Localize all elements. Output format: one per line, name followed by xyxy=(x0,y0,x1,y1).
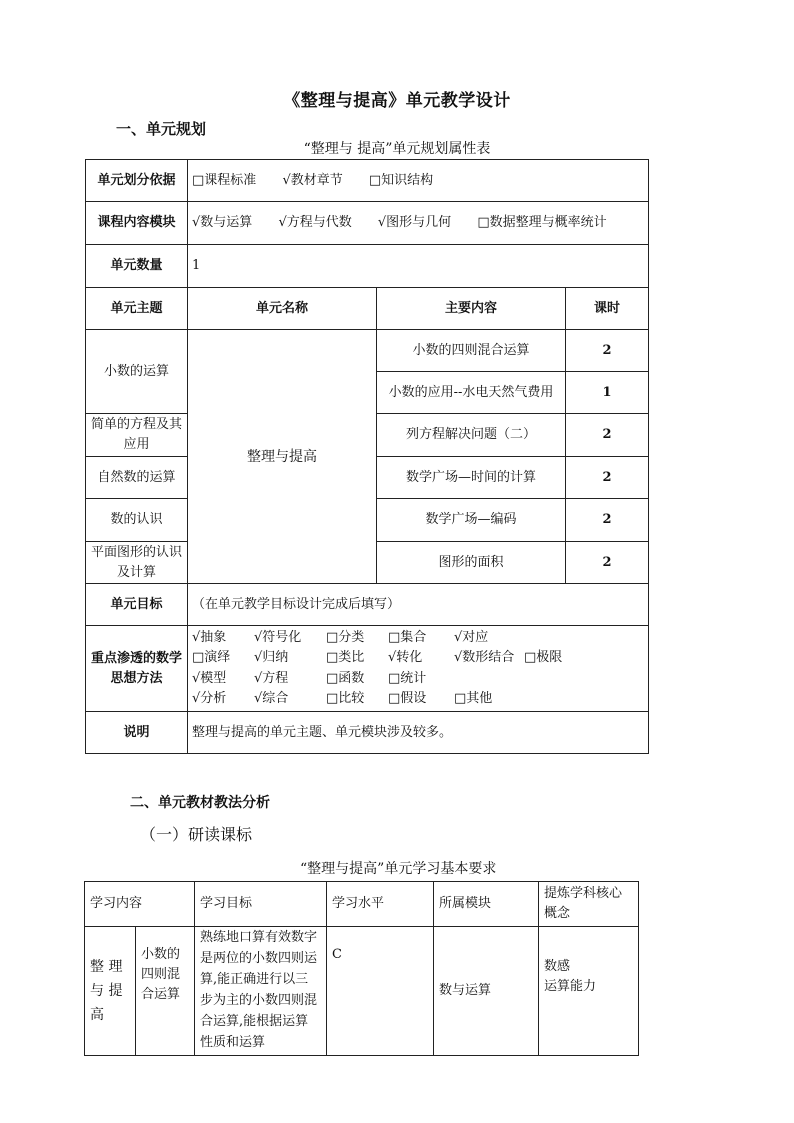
unit-planning-table xyxy=(85,159,649,754)
hours-cell: 2 xyxy=(566,499,649,542)
method-item: □其他 xyxy=(454,691,493,706)
theme-cell: 数的认识 xyxy=(86,499,188,542)
method-item xyxy=(454,669,524,690)
header-learning-goal: 学习目标 xyxy=(195,882,327,927)
method-item xyxy=(524,628,584,649)
table1-caption: “整理与 提高”单元规划属性表 xyxy=(303,141,491,157)
method-item: □假设 xyxy=(388,691,427,706)
count-label: 单元数量 xyxy=(86,245,188,288)
method-item: √抽象 xyxy=(192,629,227,645)
count-value: 1 xyxy=(188,245,649,288)
method-item: √综合 xyxy=(254,691,289,706)
method-item: √归纳 xyxy=(254,650,289,665)
learning-goal: 熟练地口算有效数字是两位的小数四则运算,能正确进行以三步为主的小数四则混合运算,能根据运算性质和运算 xyxy=(195,927,327,1056)
module-option: □数据整理与概率统计 xyxy=(477,215,607,230)
content-cell: 小数的四则混合运算 xyxy=(377,330,566,372)
method-item: √对应 xyxy=(454,629,489,645)
method-item: √模型 xyxy=(192,670,227,686)
basis-options xyxy=(188,160,649,202)
content-topic: 小数的四则混合运算 xyxy=(136,927,195,1056)
method-item: □统计 xyxy=(388,670,427,686)
module-option: √图形与几何 xyxy=(377,215,452,230)
method-item: □分类 xyxy=(326,629,365,645)
module-value: 数与运算 xyxy=(434,927,539,1056)
content-cell: 列方程解决问题（二） xyxy=(377,414,566,457)
module-option: √数与运算 xyxy=(192,215,253,230)
header-name: 单元名称 xyxy=(188,288,377,330)
header-core-concept: 提炼学科核心概念 xyxy=(539,882,639,927)
theme-cell: 小数的运算 xyxy=(86,330,188,414)
goal-value: （在单元教学目标设计完成后填写） xyxy=(188,584,649,626)
content-cell: 数学广场—时间的计算 xyxy=(377,457,566,499)
note-label: 说明 xyxy=(86,712,188,754)
hours-cell: 2 xyxy=(566,542,649,584)
basis-option: √教材章节 xyxy=(282,172,343,188)
header-module: 所属模块 xyxy=(434,882,539,927)
methods-cell xyxy=(188,626,649,712)
core-concepts xyxy=(539,927,639,1056)
core-concept: 运算能力 xyxy=(544,979,597,994)
content-cell: 小数的应用--水电天然气费用 xyxy=(377,372,566,414)
method-item: □比较 xyxy=(326,691,365,706)
header-content: 主要内容 xyxy=(377,288,566,330)
module-options xyxy=(188,202,649,245)
document-title: 《整理与提高》单元教学设计 xyxy=(283,91,511,111)
methods-label: 重点渗透的数学思想方法 xyxy=(86,626,188,712)
theme-cell: 平面图形的认识及计算 xyxy=(86,542,188,584)
theme-cell: 简单的方程及其应用 xyxy=(86,414,188,457)
method-item: □集合 xyxy=(388,629,427,645)
header-learning-level: 学习水平 xyxy=(327,882,434,927)
section-heading-1: 一、单元规划 xyxy=(116,120,207,138)
goal-label: 单元目标 xyxy=(86,584,188,626)
method-item xyxy=(524,689,584,710)
method-item: √数形结合 xyxy=(454,650,515,665)
subsection-heading: （一）研读课标 xyxy=(140,825,253,844)
method-item: □极限 xyxy=(524,650,563,665)
unit-name-cell: 整理与提高 xyxy=(188,330,377,584)
hours-cell: 2 xyxy=(566,457,649,499)
content-cell: 数学广场—编码 xyxy=(377,499,566,542)
method-item: □演绎 xyxy=(192,650,231,665)
theme-cell: 自然数的运算 xyxy=(86,457,188,499)
hours-cell: 2 xyxy=(566,414,649,457)
hours-cell: 2 xyxy=(566,330,649,372)
note-value: 整理与提高的单元主题、单元模块涉及较多。 xyxy=(188,712,649,754)
basis-option: □知识结构 xyxy=(368,172,434,188)
method-item: √分析 xyxy=(192,691,227,706)
section-heading-2: 二、单元教材教法分析 xyxy=(130,795,270,811)
learning-requirements-table xyxy=(84,881,639,1056)
method-item: □类比 xyxy=(326,650,365,665)
header-learning-content: 学习内容 xyxy=(85,882,195,927)
method-item: □函数 xyxy=(326,670,365,686)
content-cell: 图形的面积 xyxy=(377,542,566,584)
method-item: √转化 xyxy=(388,650,423,665)
core-concept: 数感 xyxy=(544,959,571,974)
table2-caption: “整理与提高”单元学习基本要求 xyxy=(300,861,497,877)
module-option: √方程与代数 xyxy=(278,215,352,230)
basis-label: 单元划分依据 xyxy=(86,160,188,202)
basis-option: □课程标准 xyxy=(192,172,257,188)
module-label: 课程内容模块 xyxy=(86,202,188,245)
learning-level: C xyxy=(327,927,434,1056)
hours-cell: 1 xyxy=(566,372,649,414)
header-hours: 课时 xyxy=(566,288,649,330)
method-item: √方程 xyxy=(254,670,289,686)
content-group: 整 理与 提高 xyxy=(85,927,136,1056)
method-item xyxy=(524,669,584,690)
header-theme: 单元主题 xyxy=(86,288,188,330)
method-item: √符号化 xyxy=(254,629,302,645)
